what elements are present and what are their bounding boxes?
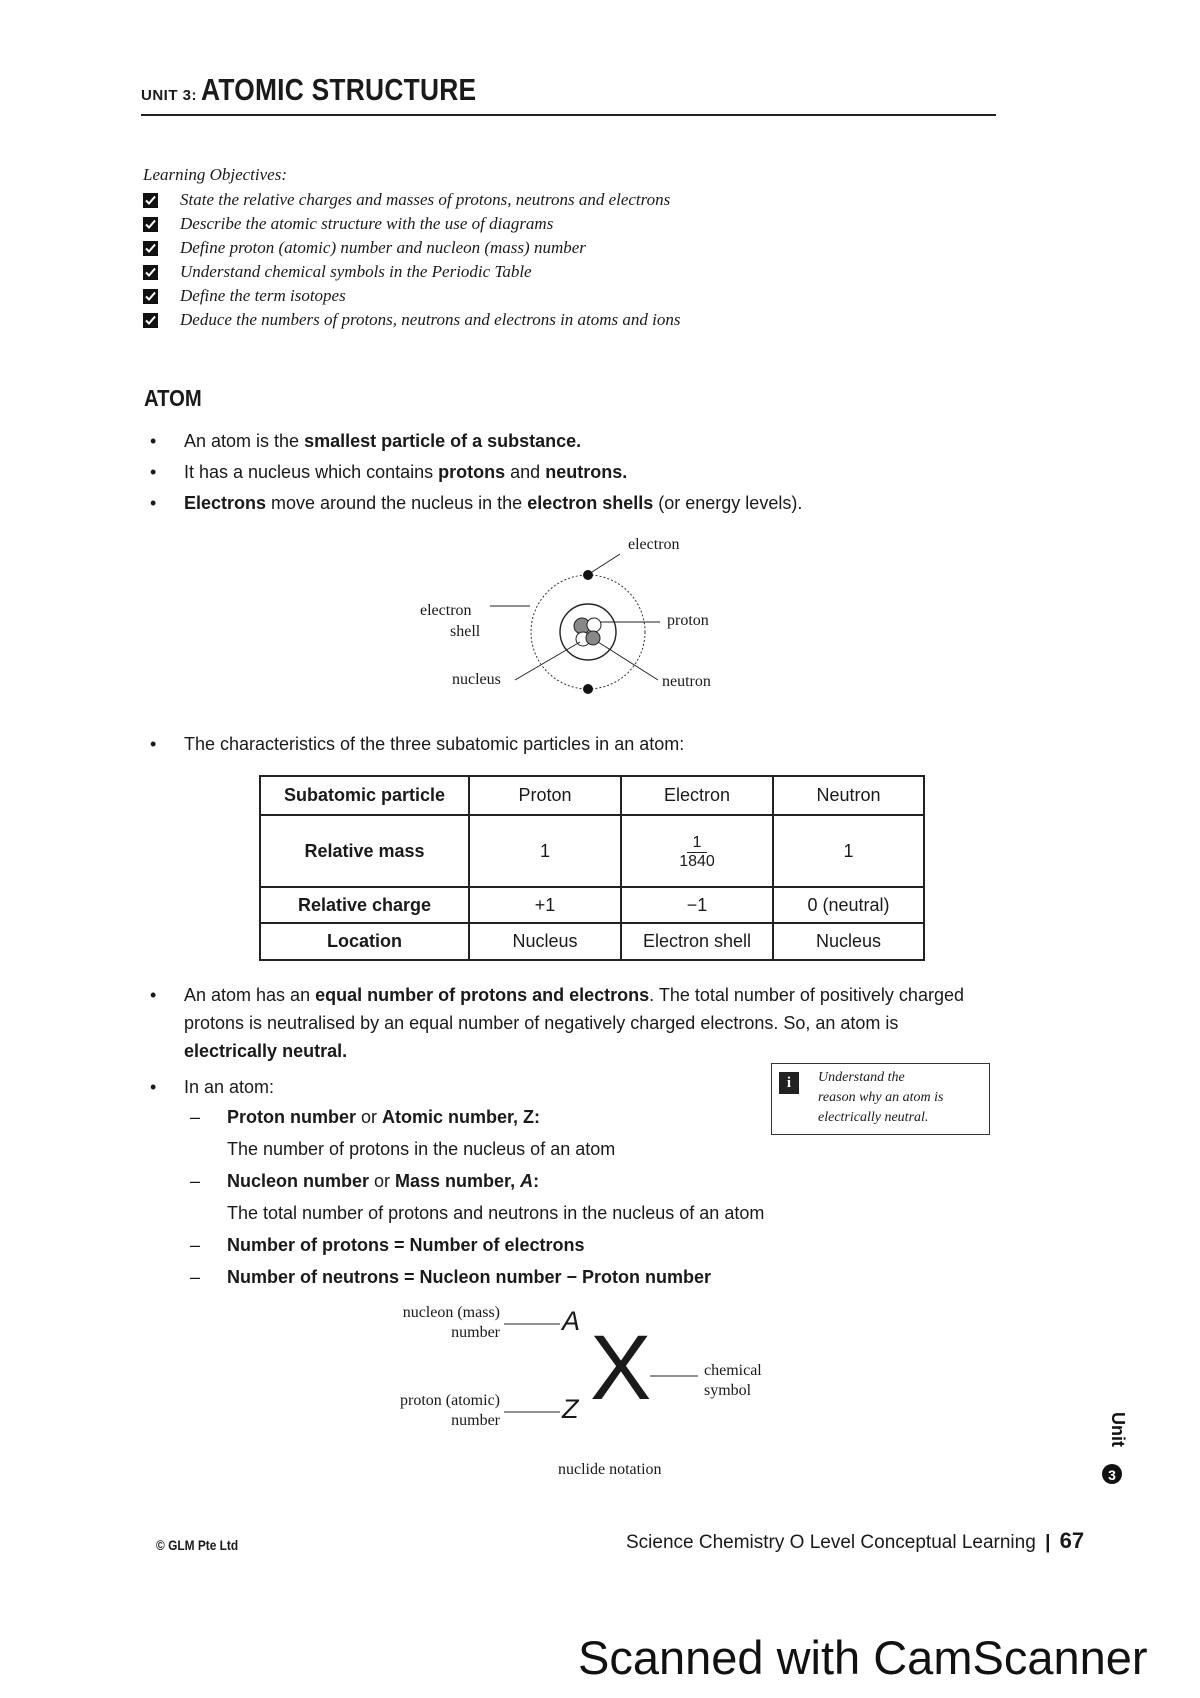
nuclide-notation-diagram: nucleon (mass) number proton (atomic) number A Z X chemical symbol nuclide notation: [400, 1304, 762, 1478]
checkbox-icon: [143, 241, 158, 256]
table-row: [260, 776, 924, 815]
symbol-A: A: [562, 1306, 581, 1336]
electron-shell-label: electron: [420, 602, 472, 619]
table-row: [260, 923, 924, 960]
characteristics-text: The characteristics of the three subatomic particles in an atom:: [184, 734, 685, 754]
objective-text: Understand chemical symbols in the Periodic Table: [180, 262, 532, 281]
document-page: UNIT 3: ATOMIC STRUCTURE Learning Objectives: State the relative charges and masses of protons, neutrons and electrons Describe the atomic structure with the use of diagrams Define proton (atomic) number and nucleon (mass) number Understand chemical symbols in the Periodic Table Define the term isotopes Deduce the numbers of protons, neutrons and electrons in atoms and ions ATOM • An atom is the smallest particle of a substance. • It has a nucleus which contains protons and neutrons. • Electrons move around the nucleus in the electron shells (or energy levels). electron electron shell proton nucleus neutron • The characteristics of the three subatomic particles in an atom: Subatomic particle Proton Electron Neutron Relative mass 1 $\frac{1}{1840}$ 1 Relative charge +1 −1 0 (neutral) Location Nucleus Electron shell Nucleus • An atom has an equal number of protons and electrons. The total number of positively charged protons is neutralised by an equal number of negatively charged electrons. So, an atom is electrically neutral. i Understand the reason why an atom is electrically neutral. • In an atom: – Proton number or Atomic number, Z: The number of protons in the nucleus of an atom – Nucleon number or Mass number, A: The total number of protons and neutrons in the nucleus of an atom – Number of protons = Number of electrons – Number of neutrons = Nucleon number − Proton number nucleon (mass) number proton (atomic) number A Z X chemical symbol nuclide notation Unit 3 © GLM Pte Ltd Science Chemistry O Level Conceptual Learning | 67 Scanned with CamScanner: [141, 72, 1148, 1684]
table-cell: 1: [773, 815, 924, 887]
page-number: 67: [1059, 1528, 1085, 1553]
objective-item: [143, 260, 681, 284]
unit-title: ATOMIC STRUCTURE: [201, 72, 477, 107]
objective-item: [143, 284, 681, 308]
objective-text: Describe the atomic structure with the use of diagrams: [180, 214, 554, 233]
section-title: ATOM: [144, 385, 202, 411]
table-cell: [621, 815, 773, 887]
info-box: [771, 1063, 990, 1135]
bullet-item: • Electrons move around the nucleus in the electron shells (or energy levels).: [150, 493, 803, 513]
objectives-title: Learning Objectives:: [143, 165, 287, 184]
table-header: Proton: [469, 776, 621, 815]
table-header: Subatomic particle: [260, 776, 469, 815]
bullet-item: • An atom is the smallest particle of a substance.: [150, 431, 582, 451]
unit-tab-label: Unit: [1108, 1412, 1128, 1447]
camscanner-watermark: Scanned with CamScanner: [578, 1631, 1148, 1684]
info-text: Understand the reason why an atom is electrically neutral.: [818, 1070, 944, 1125]
electron-shell-label-2: shell: [450, 623, 481, 640]
table-cell: Relative mass: [260, 815, 469, 887]
table-cell: 1: [469, 815, 621, 887]
info-icon: i: [779, 1072, 799, 1094]
table-cell: 0 (neutral): [773, 887, 924, 923]
bullet-item: • It has a nucleus which contains protons and neutrons.: [150, 462, 628, 482]
neutron-label: neutron: [662, 673, 711, 690]
symbol-X: X: [590, 1317, 652, 1419]
nuclide-caption: nuclide notation: [558, 1461, 662, 1478]
neutral-paragraph: • An atom has an equal number of protons and electrons. The total number of positively charged protons is neutralised by an equal number of negatively charged electrons. So, an atom is electrically neutral.: [150, 985, 964, 1061]
atom-diagram: [410, 532, 740, 722]
neutron-ball: [586, 631, 600, 645]
objective-item: [143, 236, 681, 260]
learning-objectives: [143, 165, 681, 332]
objective-text: Deduce the numbers of protons, neutrons and electrons in atoms and ions: [180, 310, 681, 329]
copyright: © GLM Pte Ltd: [156, 1537, 239, 1553]
table-cell: Location: [260, 923, 469, 960]
unit-number: 3: [1108, 1467, 1116, 1483]
electron-dot: [583, 570, 593, 580]
fraction: $\frac{1}{1840}$: [679, 834, 715, 870]
table-row: [260, 815, 924, 887]
table-cell: Electron shell: [621, 923, 773, 960]
nucleus-label: nucleus: [452, 671, 501, 688]
in-atom-label: In an atom:: [184, 1077, 275, 1097]
checkbox-icon: [143, 217, 158, 232]
electron-label: electron: [628, 536, 680, 553]
characteristics-bullet: • The characteristics of the three subatomic particles in an atom:: [150, 729, 684, 760]
checkbox-icon: [143, 289, 158, 304]
electron-dot: [583, 684, 593, 694]
unit-header: [141, 72, 996, 116]
objective-text: State the relative charges and masses of protons, neutrons and electrons: [180, 190, 671, 209]
table-row: [260, 887, 924, 923]
table-header: Electron: [621, 776, 773, 815]
objective-item: [143, 212, 681, 236]
checkbox-icon: [143, 193, 158, 208]
objective-text: Define proton (atomic) number and nucleon (mass) number: [180, 238, 586, 257]
checkbox-icon: [143, 313, 158, 328]
symbol-Z: Z: [562, 1394, 579, 1424]
checkbox-icon: [143, 265, 158, 280]
table-header: Neutron: [773, 776, 924, 815]
in-atom-bullet: • In an atom:: [150, 1072, 274, 1103]
objective-text: Define the term isotopes: [180, 286, 346, 305]
proton-label: proton: [667, 612, 709, 629]
objective-item: [143, 188, 681, 212]
table-cell: Nucleus: [773, 923, 924, 960]
objective-item: [143, 308, 681, 332]
unit-tab: [1098, 1408, 1138, 1488]
book-footer: Science Chemistry O Level Conceptual Learning | 67: [626, 1528, 1085, 1553]
subatomic-particle-table: [259, 775, 925, 961]
unit-label: UNIT 3:: [141, 87, 197, 104]
table-cell: Relative charge: [260, 887, 469, 923]
table-cell: +1: [469, 887, 621, 923]
table-cell: Nucleus: [469, 923, 621, 960]
proton-ball: [587, 618, 601, 632]
intro-bullets: [150, 426, 802, 519]
table-cell: −1: [621, 887, 773, 923]
